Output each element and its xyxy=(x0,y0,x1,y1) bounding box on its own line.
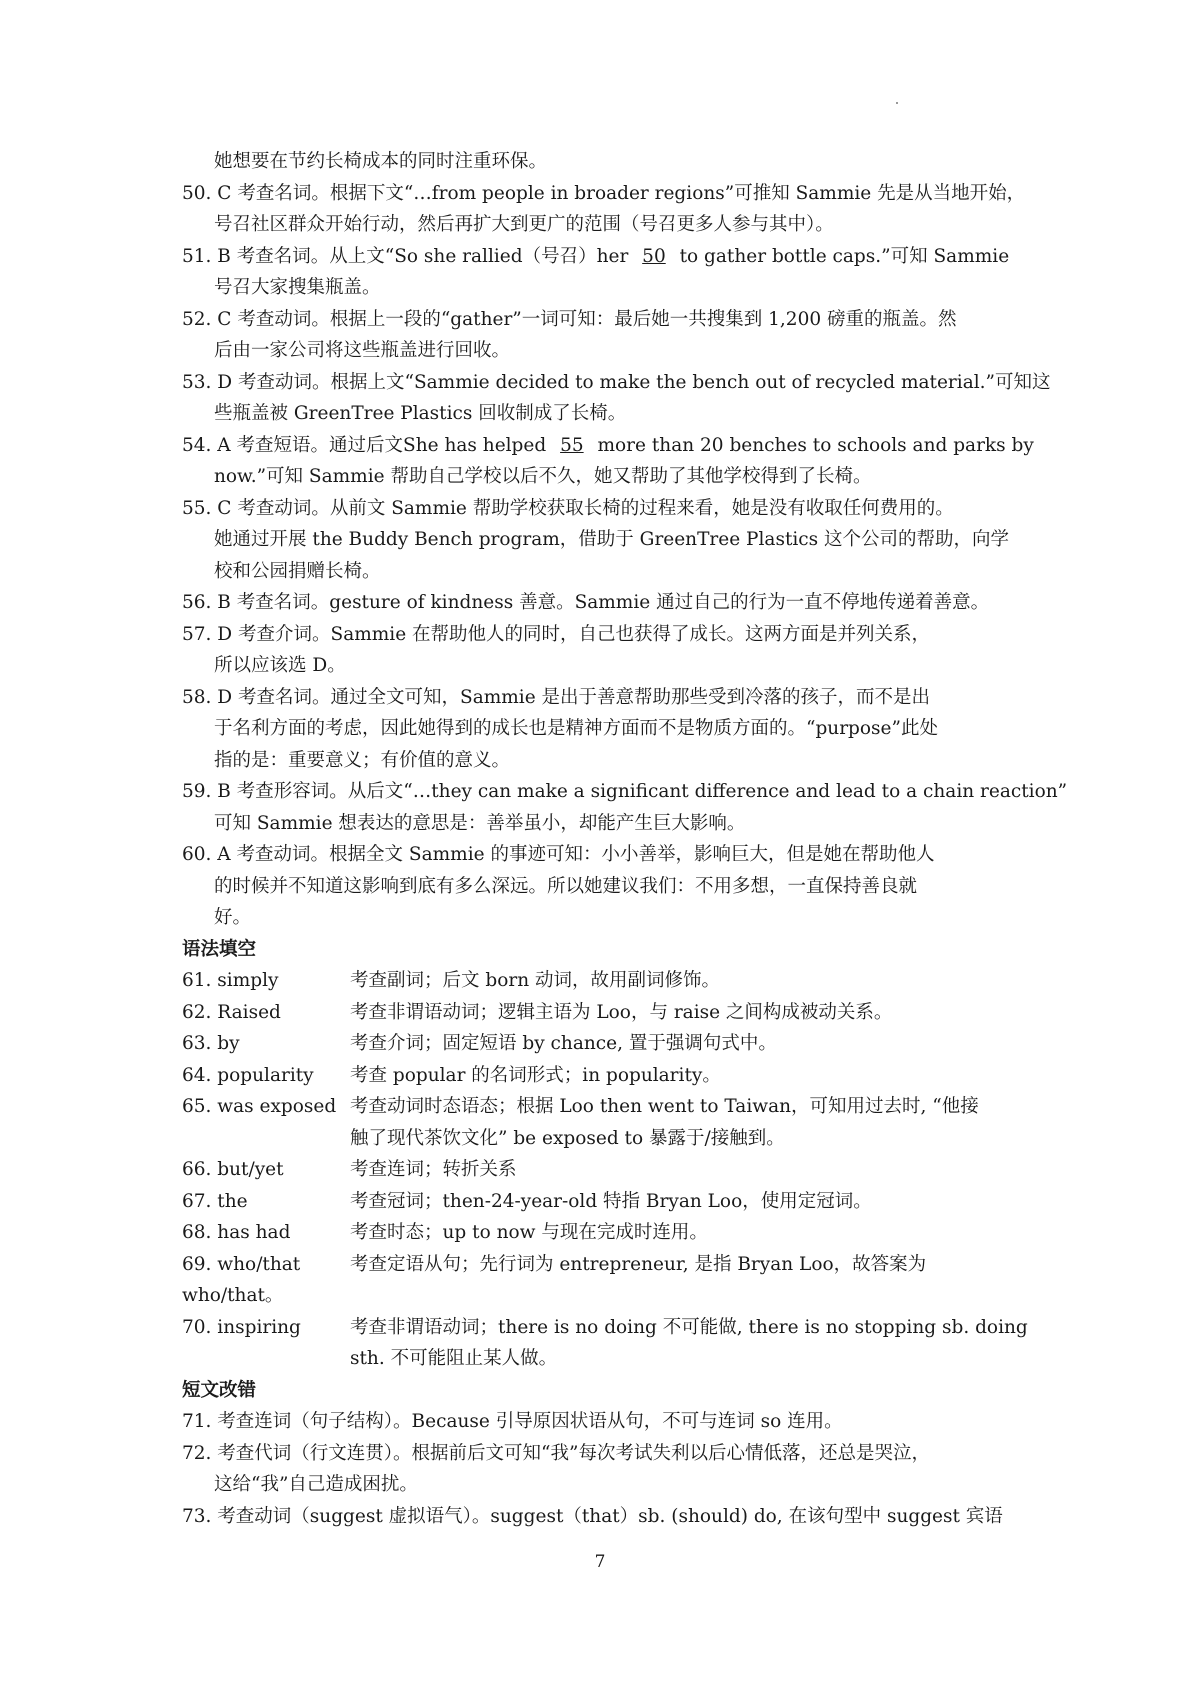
grammar-explanation: 考查连词；转折关系 xyxy=(350,1159,517,1180)
answer-58-cont: 于名利方面的考虑，因此她得到的成长也是精神方面而不是物质方面的。“purpose”此处 xyxy=(214,718,938,739)
answer-60-cont-2: 好。 xyxy=(214,907,252,928)
answer-57-cont: 所以应该选 D。 xyxy=(214,655,346,676)
answer-57: 57. D 考查介词。Sammie 在帮助他人的同时，自己也获得了成长。这两方面是并列关系， xyxy=(182,623,931,645)
grammar-70-cont: sth. 不可能阻止某人做。 xyxy=(350,1348,558,1369)
grammar-row-65 xyxy=(182,1091,1032,1123)
grammar-65-cont: 触了现代茶饮文化” be exposed to 暴露于/接触到。 xyxy=(350,1127,785,1149)
answer-51-cont: 号召大家搜集瓶盖。 xyxy=(214,277,381,298)
correction-73: 73. 考查动词（suggest 虚拟语气）。suggest（that）sb. (should) do, 在该句型中 suggest 宾语 xyxy=(182,1505,1003,1527)
answer-58: 58. D 考查名词。通过全文可知，Sammie 是出于善意帮助那些受到冷落的孩子，而不是出 xyxy=(182,686,931,708)
grammar-answer: 69. who/that xyxy=(182,1253,301,1275)
grammar-row-63 xyxy=(182,1028,1032,1060)
grammar-row-62 xyxy=(182,997,1032,1029)
answer-54-cont: now.”可知 Sammie 帮助自己学校以后不久，她又帮助了其他学校得到了长椅。 xyxy=(214,466,872,487)
answer-60: 60. A 考查动词。根据全文 Sammie 的事迹可知：小小善举，影响巨大，但是她在帮助他人 xyxy=(182,844,935,865)
grammar-explanation: 考查时态；up to now 与现在完成时连用。 xyxy=(350,1222,708,1243)
continuation-line: 她想要在节约长椅成本的同时注重环保。 xyxy=(214,151,548,172)
grammar-explanation: 考查副词；后文 born 动词，故用副词修饰。 xyxy=(350,970,721,991)
grammar-row-64 xyxy=(182,1060,1032,1092)
correction-72-cont: 这给“我”自己造成困扰。 xyxy=(214,1474,418,1495)
grammar-row-69 xyxy=(182,1249,1032,1281)
grammar-answer: 70. inspiring xyxy=(182,1316,301,1338)
grammar-answer: 64. popularity xyxy=(182,1064,314,1086)
grammar-explanation: 考查非谓语动词；逻辑主语为 Loo，与 raise 之间构成被动关系。 xyxy=(350,1001,893,1023)
grammar-answer: 68. has had xyxy=(182,1222,291,1243)
answer-51-text-end: to gather bottle caps.”可知 Sammie xyxy=(673,245,1010,267)
grammar-section-heading: 语法填空 xyxy=(182,938,257,960)
grammar-answer: 63. by xyxy=(182,1033,240,1054)
answer-53: 53. D 考查动词。根据上文“Sammie decided to make the bench out of recycled material.”可知这 xyxy=(182,371,1051,393)
answer-54-blank: 55 xyxy=(560,434,584,456)
grammar-explanation: 考查介词；固定短语 by chance, 置于强调句式中。 xyxy=(350,1033,777,1054)
grammar-row-61 xyxy=(182,965,1032,997)
answer-54-text: 54. A 考查短语。通过后文She has helped xyxy=(182,434,553,456)
answer-53-cont: 些瓶盖被 GreenTree Plastics 回收制成了长椅。 xyxy=(214,403,627,424)
answer-60-cont: 的时候并不知道这影响到底有多么深远。所以她建议我们：不用多想，一直保持善良就 xyxy=(214,875,918,897)
answer-55-cont-2: 校和公园捐赠长椅。 xyxy=(214,560,381,582)
answer-52-cont: 后由一家公司将这些瓶盖进行回收。 xyxy=(214,340,511,361)
answer-50-cont: 号召社区群众开始行动，然后再扩大到更广的范围（号召更多人参与其中）。 xyxy=(214,214,834,235)
grammar-row-68 xyxy=(182,1217,1032,1249)
answer-55-cont: 她通过开展 the Buddy Bench program，借助于 GreenTree Plastics 这个公司的帮助，向学 xyxy=(214,529,1010,550)
answer-51-blank: 50 xyxy=(642,245,666,267)
grammar-row-66 xyxy=(182,1154,1032,1186)
answer-58-cont-2: 指的是：重要意义；有价值的意义。 xyxy=(214,749,511,771)
answer-51 xyxy=(182,241,1032,273)
grammar-explanation: 考查冠词；then-24-year-old 特指 Bryan Loo，使用定冠词。 xyxy=(350,1190,872,1212)
answer-59: 59. B 考查形容词。从后文“…they can make a significant difference and lead to a chain reaction” xyxy=(182,781,1068,802)
answer-54 xyxy=(182,430,1032,462)
grammar-row-67 xyxy=(182,1186,1032,1218)
answer-51-text: 51. B 考查名词。从上文“So she rallied（号召）her xyxy=(182,245,635,267)
correction-72: 72. 考查代词（行文连贯）。根据前后文可知“我”每次考试失利以后心情低落，还总是哭泣， xyxy=(182,1442,930,1464)
grammar-answer: 61. simply xyxy=(182,970,279,991)
grammar-answer: 66. but/yet xyxy=(182,1159,284,1180)
answer-50: 50. C 考查名词。根据下文“…from people in broader regions”可推知 Sammie 先是从当地开始， xyxy=(182,182,1026,204)
grammar-69-cont: who/that。 xyxy=(182,1285,284,1306)
page-number: 7 xyxy=(594,1552,606,1572)
answer-54-text-end: more than 20 benches to schools and parks by xyxy=(591,434,1034,456)
answer-55: 55. C 考查动词。从前文 Sammie 帮助学校获取长椅的过程来看，她是没有收取任何费用的。 xyxy=(182,497,954,519)
answer-59-cont: 可知 Sammie 想表达的意思是：善举虽小，却能产生巨大影响。 xyxy=(214,812,746,834)
grammar-explanation: 考查定语从句；先行词为 entrepreneur, 是指 Bryan Loo，故答案为 xyxy=(350,1253,927,1275)
answer-key-content xyxy=(182,146,1068,1532)
grammar-row-70 xyxy=(182,1312,1032,1344)
correction-section-heading: 短文改错 xyxy=(182,1379,257,1401)
grammar-explanation: 考查动词时态语态；根据 Loo then went to Taiwan，可知用过去时, “他接 xyxy=(350,1096,979,1117)
scan-speck xyxy=(896,102,898,104)
correction-71: 71. 考查连词（句子结构）。Because 引导原因状语从句，不可与连词 so 连用。 xyxy=(182,1411,843,1432)
grammar-explanation: 考查 popular 的名词形式；in popularity。 xyxy=(350,1064,721,1086)
grammar-explanation: 考查非谓语动词；there is no doing 不可能做, there is no stopping sb. doing xyxy=(350,1316,1028,1338)
answer-56: 56. B 考查名词。gesture of kindness 善意。Sammie 通过自己的行为一直不停地传递着善意。 xyxy=(182,592,990,613)
grammar-answer: 67. the xyxy=(182,1190,248,1212)
answer-52: 52. C 考查动词。根据上一段的“gather”一词可知：最后她一共搜集到 1,200 磅重的瓶盖。然 xyxy=(182,308,957,330)
grammar-answer: 65. was exposed xyxy=(182,1096,337,1117)
grammar-answer: 62. Raised xyxy=(182,1001,281,1023)
